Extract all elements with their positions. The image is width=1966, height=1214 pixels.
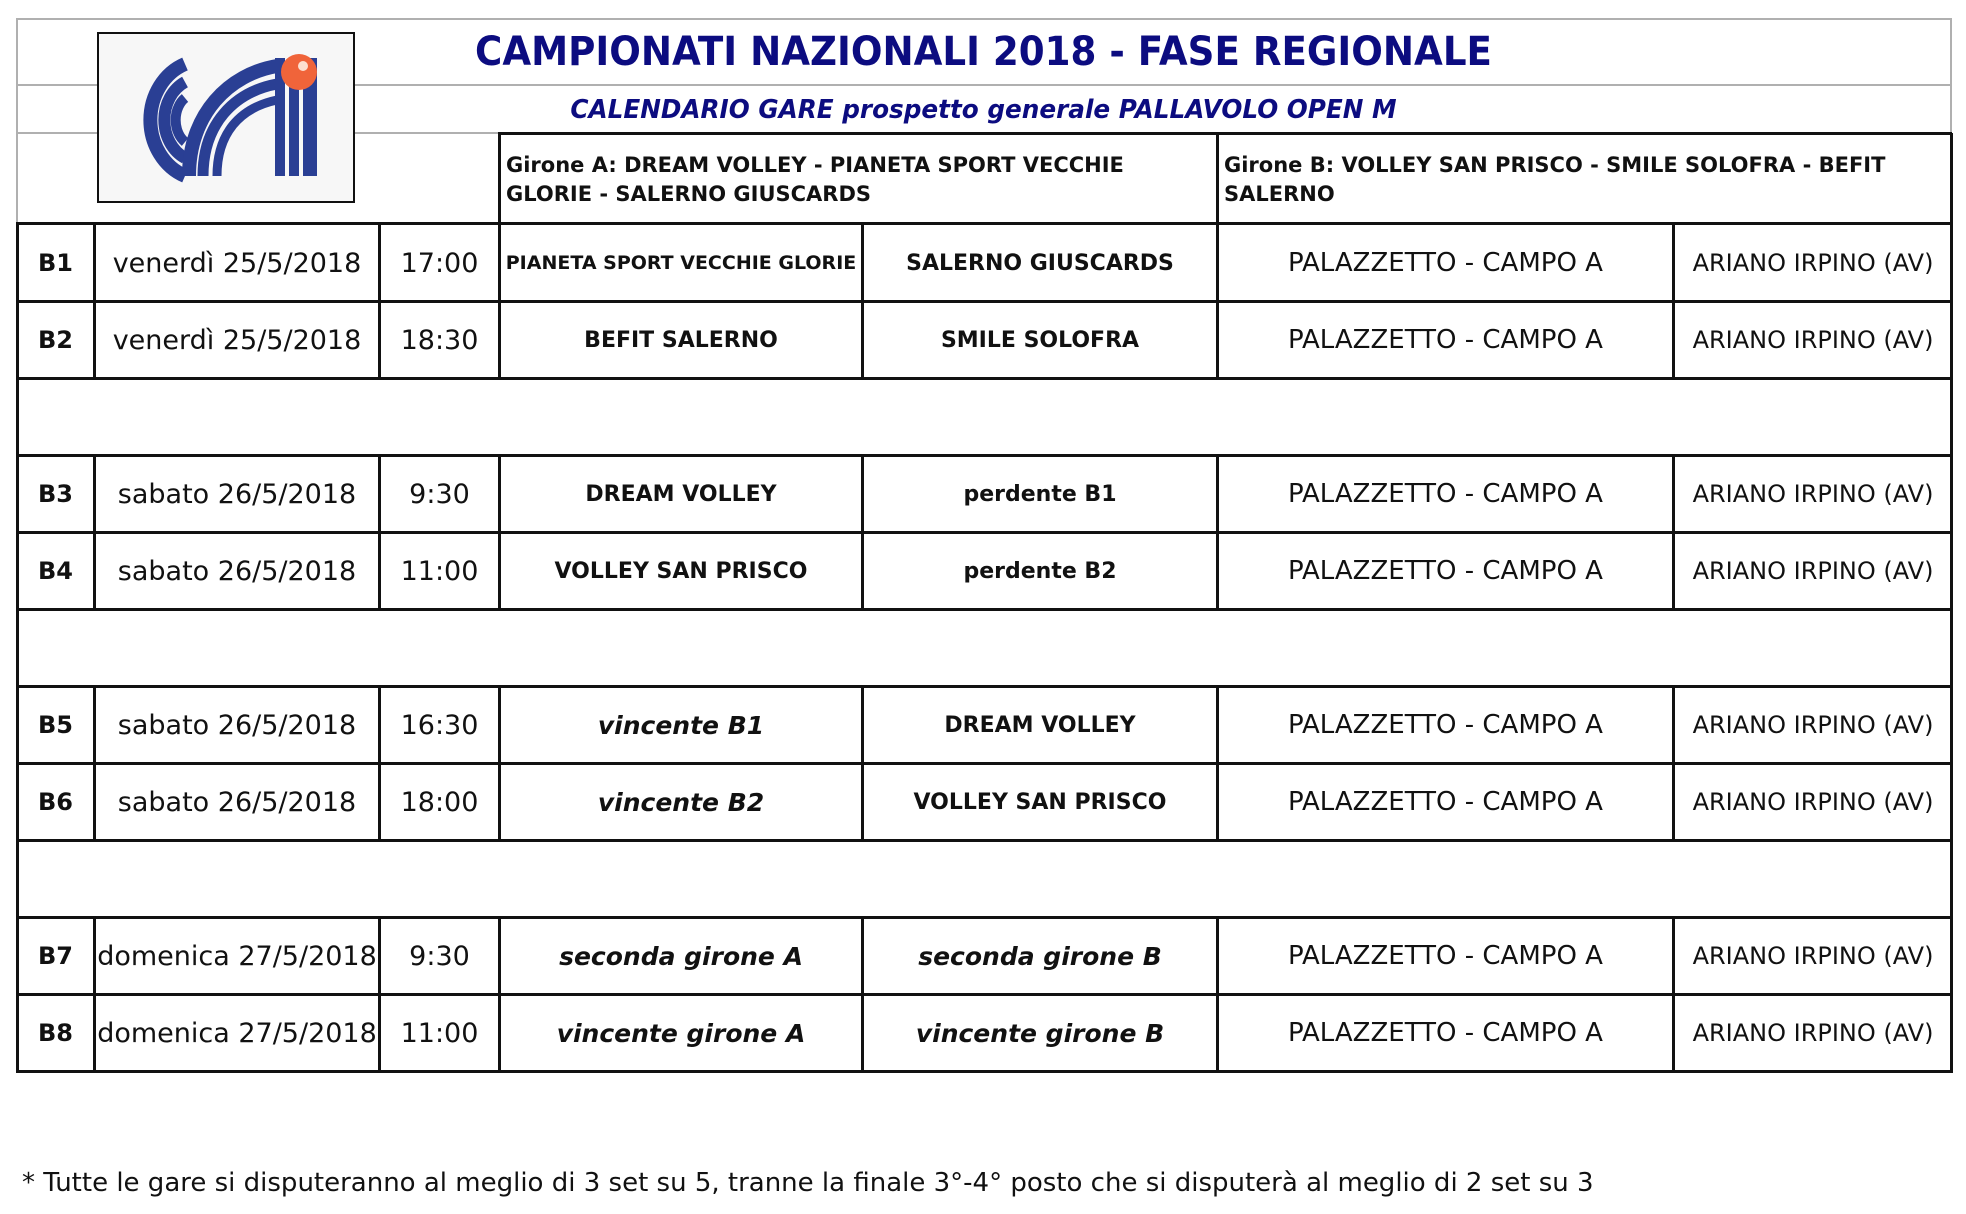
match-time: 11:00 (400, 1017, 479, 1049)
page-subtitle: CALENDARIO GARE prospetto generale PALLAVOLO OPEN M (570, 95, 1397, 125)
match-time: 9:30 (409, 478, 470, 510)
away-team: vincente girone B (915, 1018, 1165, 1048)
girone-a-header: Girone A: DREAM VOLLEY - PIANETA SPORT VECCHIE GLORIE - SALERNO GIUSCARDS (506, 153, 1124, 206)
match-date: venerdì 25/5/2018 (112, 324, 362, 356)
city: ARIANO IRPINO (AV) (1692, 711, 1934, 739)
spacer-row (19, 840, 1950, 917)
home-team: VOLLEY SAN PRISCO (554, 558, 808, 584)
match-code: B8 (38, 1019, 73, 1047)
venue: PALAZZETTO - CAMPO A (1288, 1018, 1603, 1048)
venue: PALAZZETTO - CAMPO A (1288, 941, 1603, 971)
city: ARIANO IRPINO (AV) (1692, 788, 1934, 816)
city: ARIANO IRPINO (AV) (1692, 249, 1934, 277)
venue: PALAZZETTO - CAMPO A (1288, 710, 1603, 740)
match-date: sabato 26/5/2018 (117, 478, 357, 510)
away-team: SMILE SOLOFRA (940, 327, 1140, 353)
match-date: sabato 26/5/2018 (117, 786, 357, 818)
match-time: 11:00 (400, 555, 479, 587)
venue: PALAZZETTO - CAMPO A (1288, 479, 1603, 509)
away-team: DREAM VOLLEY (944, 712, 1136, 738)
home-team: BEFIT SALERNO (584, 327, 778, 353)
table-border-right (1950, 609, 1953, 686)
away-team: seconda girone B (918, 941, 1162, 971)
home-team: vincente B1 (597, 710, 765, 740)
match-date: venerdì 25/5/2018 (112, 247, 362, 279)
city: ARIANO IRPINO (AV) (1692, 557, 1934, 585)
match-date: domenica 27/5/2018 (97, 1017, 377, 1049)
table-border-right (1950, 378, 1953, 455)
header-border-left (16, 18, 18, 224)
venue: PALAZZETTO - CAMPO A (1288, 248, 1603, 278)
home-team: vincente girone A (556, 1018, 806, 1048)
match-code: B4 (38, 557, 73, 585)
spacer-row (19, 378, 1950, 455)
venue: PALAZZETTO - CAMPO A (1288, 556, 1603, 586)
page-title: CAMPIONATI NAZIONALI 2018 - FASE REGIONALE (475, 29, 1492, 75)
city: ARIANO IRPINO (AV) (1692, 326, 1934, 354)
match-date: sabato 26/5/2018 (117, 555, 357, 587)
match-time: 16:30 (400, 709, 479, 741)
venue: PALAZZETTO - CAMPO A (1288, 787, 1603, 817)
match-code: B5 (38, 711, 73, 739)
table-border-right (1950, 840, 1953, 917)
venue: PALAZZETTO - CAMPO A (1288, 325, 1603, 355)
header-border-top (16, 18, 1952, 20)
match-code: B1 (38, 249, 73, 277)
footer-note: * Tutte le gare si disputeranno al meglio di 3 set su 5, tranne la finale 3°-4° posto che si disputerà al meglio di 2 set su 3 (22, 1168, 1594, 1198)
match-time: 18:00 (400, 786, 479, 818)
girone-divider (498, 133, 501, 224)
match-date: sabato 26/5/2018 (117, 709, 357, 741)
match-date: domenica 27/5/2018 (97, 940, 377, 972)
match-time: 9:30 (409, 940, 470, 972)
home-team: PIANETA SPORT VECCHIE GLORIE (505, 252, 857, 274)
match-code: B6 (38, 788, 73, 816)
home-team: vincente B2 (597, 787, 765, 817)
match-code: B2 (38, 326, 73, 354)
away-team: VOLLEY SAN PRISCO (913, 789, 1167, 815)
city: ARIANO IRPINO (AV) (1692, 942, 1934, 970)
girone-border-right (1950, 133, 1953, 224)
away-team: perdente B1 (963, 481, 1117, 507)
csi-logo-icon (99, 34, 353, 201)
match-time: 17:00 (400, 247, 479, 279)
spacer-row (19, 609, 1950, 686)
city: ARIANO IRPINO (AV) (1692, 480, 1934, 508)
girone-divider-b (1216, 133, 1219, 224)
match-time: 18:30 (400, 324, 479, 356)
csi-logo (97, 32, 355, 203)
away-team: perdente B2 (963, 558, 1117, 584)
city: ARIANO IRPINO (AV) (1692, 1019, 1934, 1047)
match-code: B3 (38, 480, 73, 508)
girone-b-header: Girone B: VOLLEY SAN PRISCO - SMILE SOLOFRA - BEFIT SALERNO (1224, 153, 1886, 206)
away-team: SALERNO GIUSCARDS (906, 250, 1174, 276)
home-team: DREAM VOLLEY (585, 481, 777, 507)
header-border-right (1950, 18, 1952, 134)
home-team: seconda girone A (559, 941, 803, 971)
match-code: B7 (38, 942, 73, 970)
